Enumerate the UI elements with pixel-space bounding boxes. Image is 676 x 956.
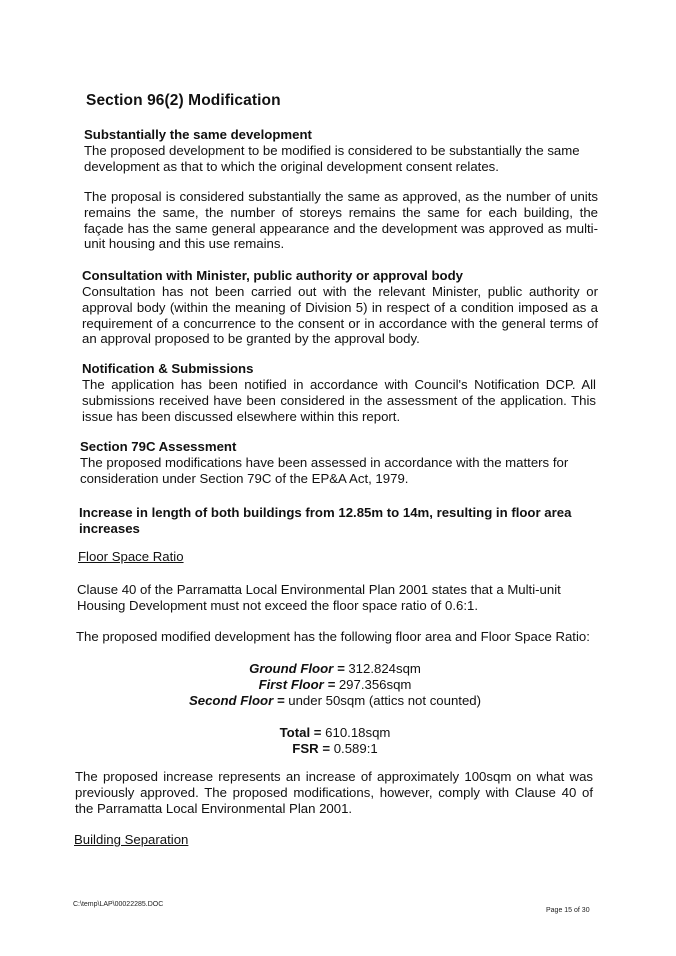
section-consultation — [82, 268, 598, 347]
increase-paragraph — [75, 769, 593, 816]
section-substantially-same — [84, 127, 598, 175]
section-paragraph: The application has been notified in accordance with Council's Notification DCP. All submissions received have been considered in the assessment of the application. This issue has been discussed elsewhere within this report. — [82, 377, 596, 424]
subheading-building-separation — [74, 831, 188, 849]
subheading-fsr — [78, 548, 184, 566]
section-paragraph: The proposal is considered substantially the same as approved, as the number of units remains the same, the number of storeys remains the same for each building, the façade has the same general appearance and the development was approved as multi-unit housing and this use remains. — [84, 189, 598, 252]
section-paragraph: The proposed modifications have been assessed in accordance with the matters for consideration under Section 79C of the EP&A Act, 1979. — [80, 455, 569, 486]
floor-area-row: First Floor = 297.356sqm — [258, 677, 412, 692]
section-length-increase — [79, 505, 599, 537]
section-notification — [82, 361, 596, 424]
fsr-intro-paragraph — [76, 629, 594, 645]
section-paragraph: The proposed increase represents an increase of approximately 100sqm on what was previously approved. The proposed modifications, however, comply with Clause 40 of the Parramatta Local Environmental Plan 2001. — [75, 769, 593, 816]
section-paragraph: Consultation has not been carried out with the relevant Minister, public authority or approval body (within the meaning of Division 5) in respect of a condition imposed as a requirement of a concurrence to the consent or in accordance with the general terms of an approval proposed to be granted by the approval body. — [82, 284, 598, 347]
section-heading: Consultation with Minister, public authority or approval body — [82, 268, 463, 283]
subheading: Floor Space Ratio — [78, 549, 184, 564]
floor-area-row: Ground Floor = 312.824sqm — [249, 661, 421, 676]
section-paragraph: The proposed modified development has the following floor area and Floor Space Ratio: — [76, 629, 590, 644]
totals-list — [120, 725, 550, 757]
total-row: Total = 610.18sqm — [279, 725, 391, 740]
section-heading: Notification & Submissions — [82, 361, 254, 376]
floor-area-row: Second Floor = under 50sqm (attics not counted) — [188, 693, 482, 708]
section-paragraph: The proposed development to be modified is considered to be substantially the same development as that to which the original development consent relates. — [84, 143, 580, 174]
footer-page-number: Page 15 of 30 — [546, 907, 590, 914]
section-heading: Substantially the same development — [84, 127, 312, 142]
section-79c — [80, 439, 598, 487]
floor-area-list — [120, 661, 550, 709]
fsr-clause-paragraph — [77, 582, 595, 614]
subheading: Building Separation — [74, 832, 189, 847]
section-paragraph: Clause 40 of the Parramatta Local Environmental Plan 2001 states that a Multi-unit Housing Development must not exceed the floor space ratio of 0.6:1. — [77, 582, 561, 613]
section-paragraph-block — [84, 189, 598, 252]
page-title: Section 96(2) Modification — [86, 92, 281, 109]
footer-file-path: C:\temp\LAP\00022285.DOC — [73, 901, 164, 908]
fsr-row: FSR = 0.589:1 — [292, 741, 378, 756]
section-heading: Section 79C Assessment — [80, 439, 237, 454]
section-heading: Increase in length of both buildings from 12.85m to 14m, resulting in floor area increases — [79, 505, 572, 536]
